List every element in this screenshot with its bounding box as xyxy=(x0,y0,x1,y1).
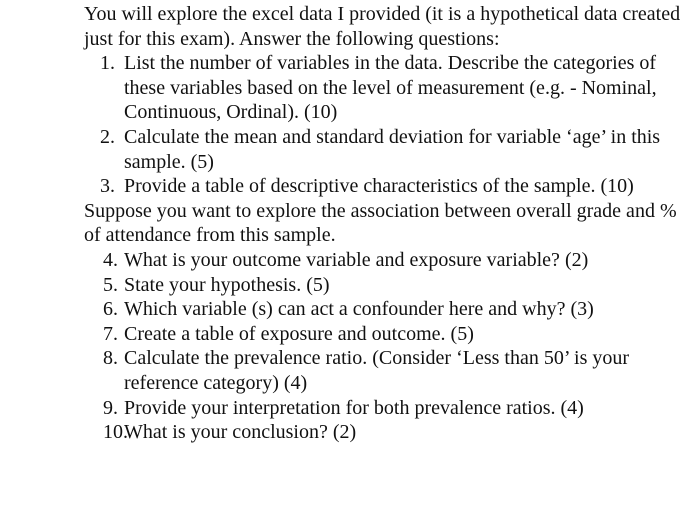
question-number: 7. xyxy=(103,322,118,345)
question-text: What is your conclusion? (2) xyxy=(124,421,357,444)
question-text: Which variable (s) can act a confounder here and why? (3) xyxy=(124,298,594,321)
question-item-1 xyxy=(84,51,684,125)
question-text: What is your outcome variable and exposure variable? (2) xyxy=(124,248,589,271)
exam-document xyxy=(84,2,684,445)
question-number: 1. xyxy=(100,52,115,75)
question-number: 9. xyxy=(103,396,118,419)
question-number: 6. xyxy=(103,298,118,321)
question-list-part-1 xyxy=(84,51,684,199)
question-item-4 xyxy=(84,248,684,273)
question-number: 5. xyxy=(103,273,118,296)
question-item-9 xyxy=(84,396,684,421)
question-text: Calculate the mean and standard deviation for variable ‘age’ in this sample. (5) xyxy=(124,125,661,173)
question-list-part-2 xyxy=(84,248,684,445)
question-item-7 xyxy=(84,322,684,347)
question-text: List the number of variables in the data. Describe the categories of these variables based on the level of measurement (e.g. - Nominal, Continuous, Ordinal). (10) xyxy=(124,52,657,124)
question-text: State your hypothesis. (5) xyxy=(124,273,330,296)
middle-paragraph: Suppose you want to explore the association between overall grade and % of attendance from this sample. xyxy=(84,199,677,247)
question-text: Provide a table of descriptive characteristics of the sample. (10) xyxy=(124,175,634,198)
question-number: 4. xyxy=(103,248,118,271)
question-item-6 xyxy=(84,297,684,322)
question-number: 8. xyxy=(103,347,118,370)
question-number: 3. xyxy=(100,175,115,198)
question-item-5 xyxy=(84,273,684,298)
intro-paragraph: You will explore the excel data I provided (it is a hypothetical data created just for this exam). Answer the following questions: xyxy=(84,3,681,50)
question-number: 2. xyxy=(100,125,115,148)
question-item-8 xyxy=(84,346,684,395)
question-item-3 xyxy=(84,174,684,199)
question-number: 10. xyxy=(103,421,128,444)
question-text: Create a table of exposure and outcome. (5) xyxy=(124,322,474,345)
question-item-2 xyxy=(84,125,684,174)
question-item-10 xyxy=(84,420,684,445)
question-text: Provide your interpretation for both prevalence ratios. (4) xyxy=(124,396,584,419)
question-text: Calculate the prevalence ratio. (Consider ‘Less than 50’ is your reference category) (4) xyxy=(124,347,630,394)
